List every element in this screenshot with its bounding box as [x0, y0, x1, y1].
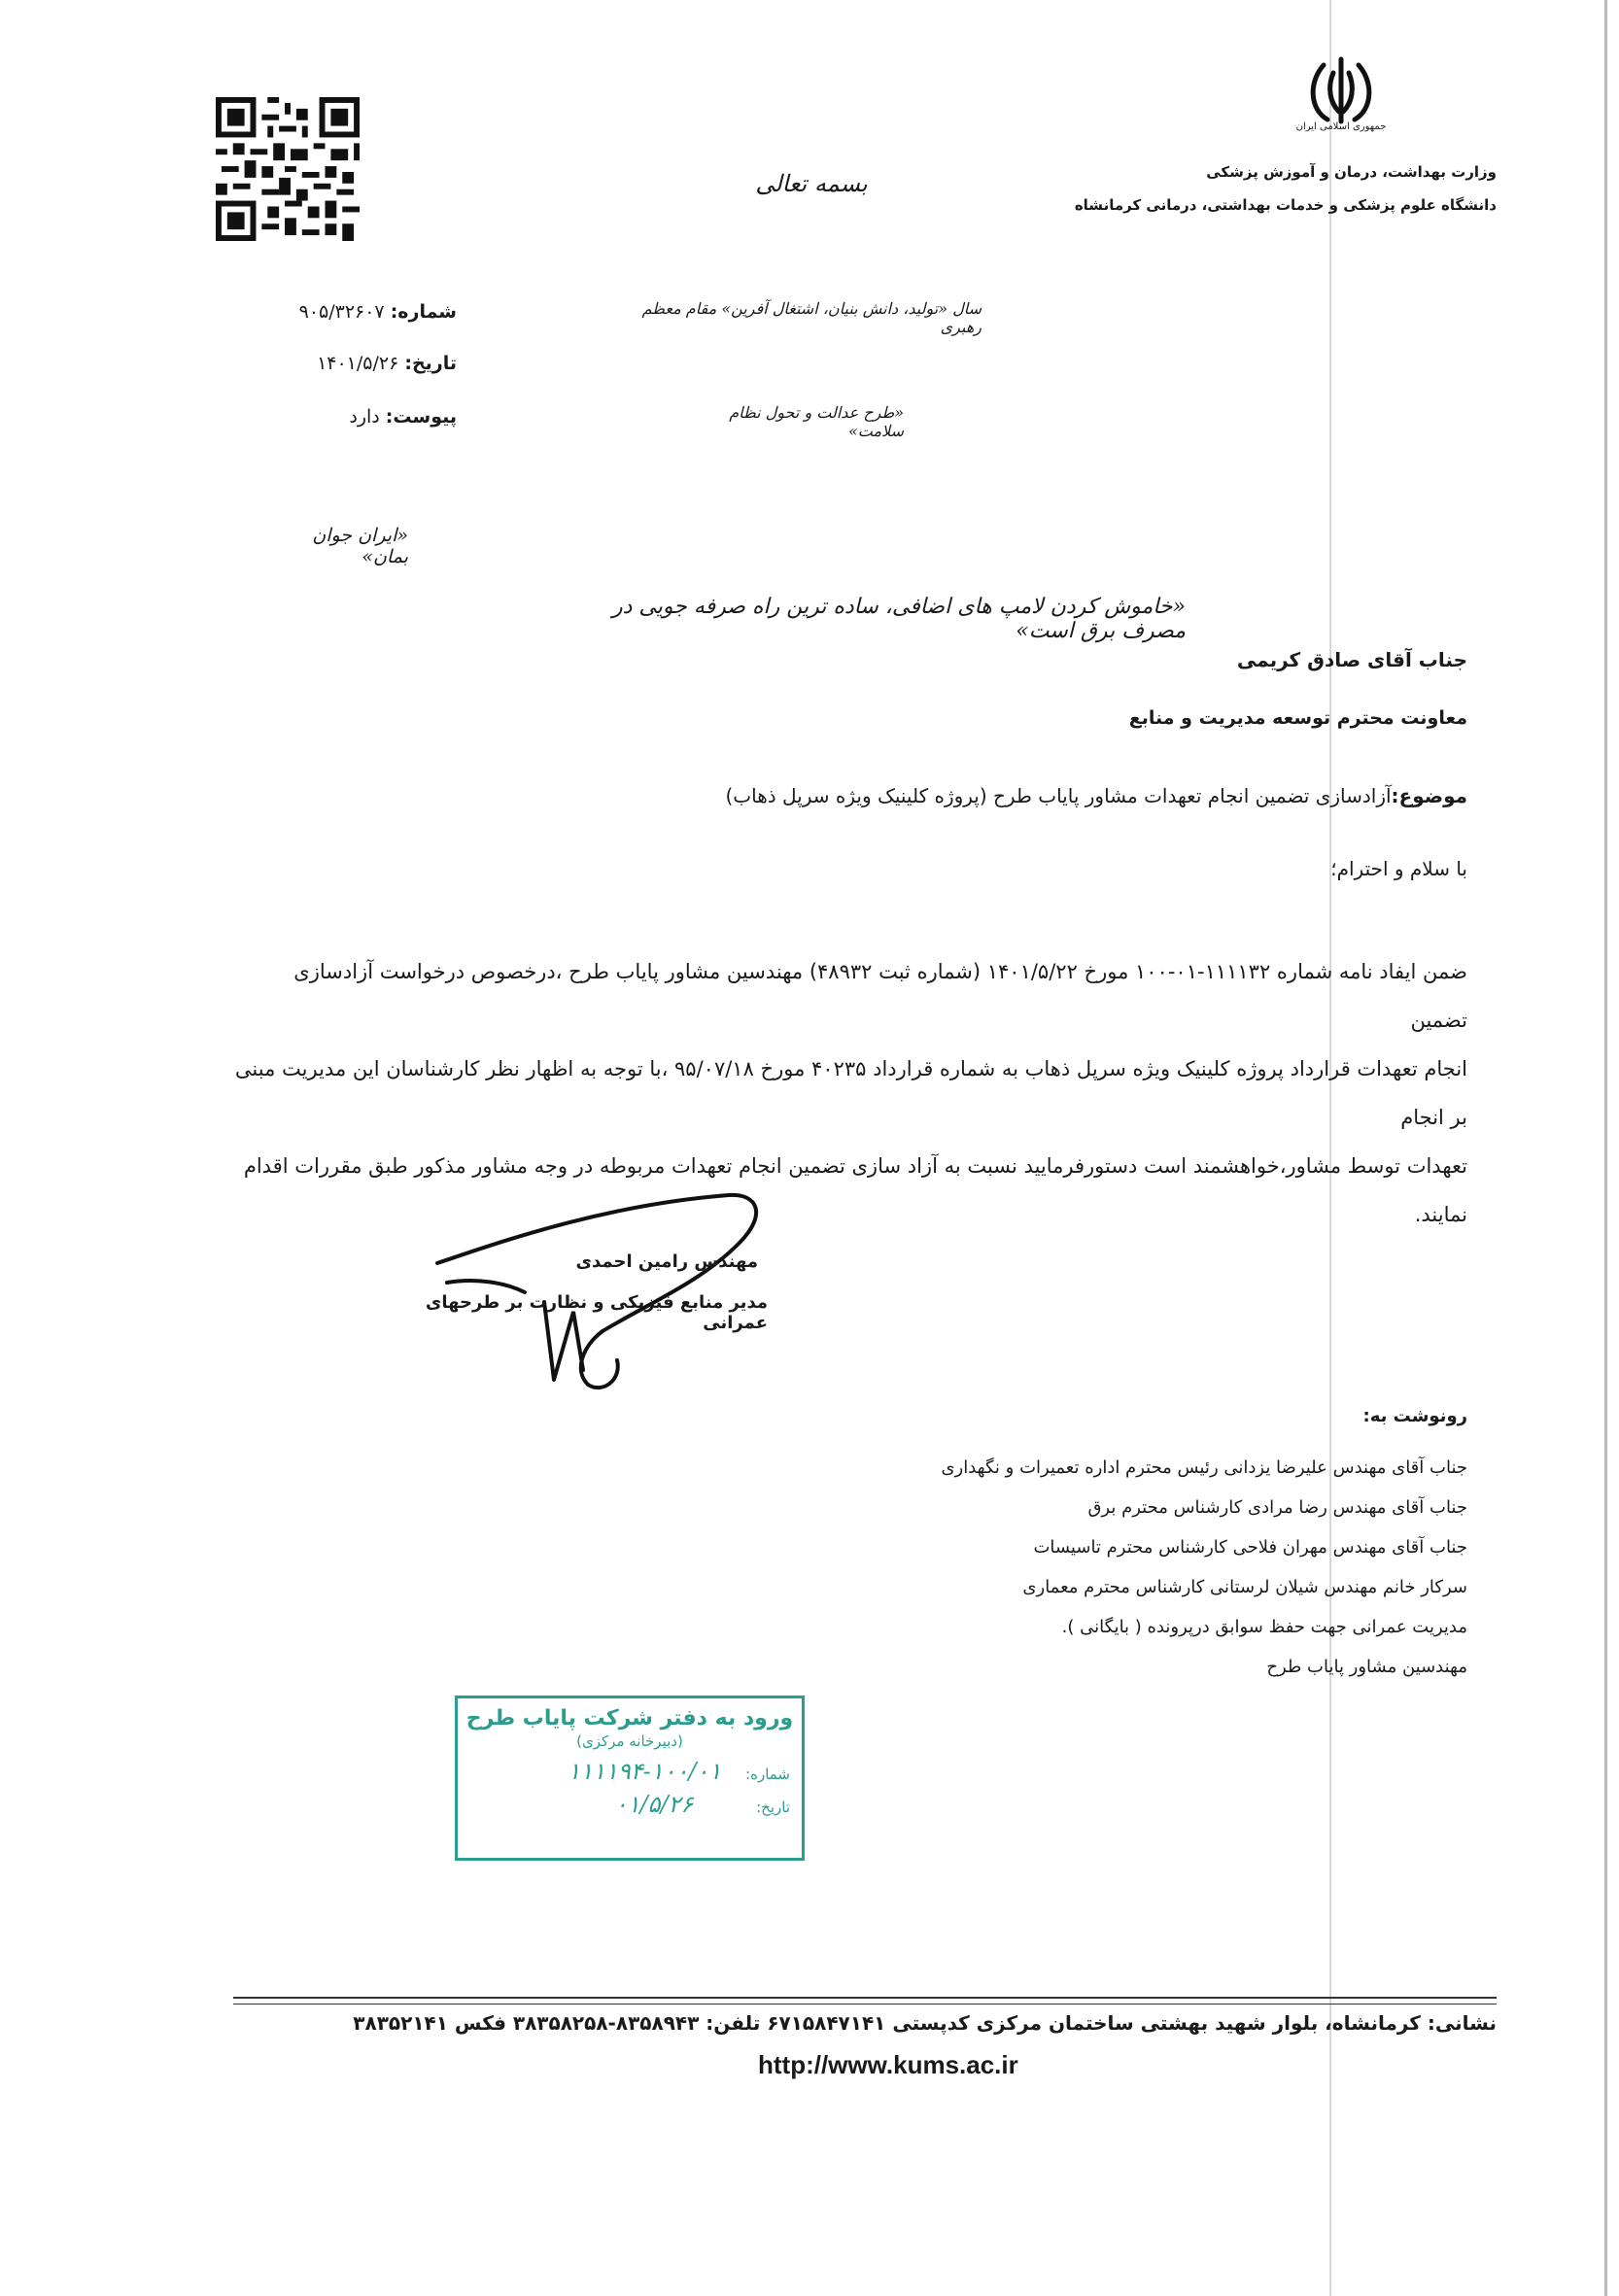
letter-date	[272, 353, 457, 374]
cc-list	[836, 1448, 1467, 1687]
qr-code-icon	[216, 97, 360, 241]
received-stamp	[455, 1696, 805, 1861]
body-line: ضمن ایفاد نامه شماره ۱۱۱۱۳۲-۰۱-۱۰۰ مورخ ۱۴۰۱/۵/۲۲ (شماره ثبت ۴۸۹۳۲) مهندسین مشاور پایاب طرح ،درخصوص درخواست آزادسازی تضمین	[293, 960, 1467, 1032]
number-value: ۹۰۵/۳۲۶۰۷	[298, 301, 385, 323]
energy-motto: «خاموش کردن لامپ های اضافی، ساده ترین راه صرفه جویی در مصرف برق است»	[611, 595, 1186, 643]
year-motto: سال «تولید، دانش بنیان، اشتغال آفرین» مقام معظم رهبری	[641, 299, 982, 336]
date-value: ۱۴۰۱/۵/۲۶	[317, 353, 399, 374]
cc-item: جناب آقای مهندس علیرضا یزدانی رئیس محترم اداره تعمیرات و نگهداری	[941, 1457, 1467, 1478]
cc-label: رونوشت به:	[1362, 1406, 1467, 1426]
letter-number	[272, 301, 457, 323]
stamp-date-label: تاریخ:	[756, 1799, 790, 1816]
scan-edge	[1604, 0, 1607, 2296]
recipient-name: جناب آقای صادق کریمی	[1236, 648, 1467, 671]
cc-item: جناب آقای مهندس رضا مرادی کارشناس محترم برق	[1087, 1497, 1467, 1518]
subject-line	[583, 784, 1467, 807]
footer-divider	[233, 2004, 1497, 2005]
cc-item: سرکار خانم مهندس شیلان لرستانی کارشناس محترم معماری	[1022, 1577, 1467, 1597]
greeting: با سلام و احترام؛	[1330, 857, 1467, 880]
recipient-title: معاونت محترم توسعه مدیریت و منابع	[1128, 707, 1467, 729]
body-line: انجام تعهدات قرارداد پروژه کلینیک ویژه سرپل ذهاب به شماره قرارداد ۴۰۲۳۵ مورخ ۹۵/۰۷/۱۸ ،با توجه به اظهار نظر کارشناسان این مدیریت مبنی بر انجام	[234, 1057, 1467, 1129]
cc-item: جناب آقای مهندس مهران فلاحی کارشناس محترم تاسیسات	[1033, 1537, 1467, 1558]
invocation: بسمه تعالی	[755, 170, 868, 197]
cc-item: مهندسین مشاور پایاب طرح	[1266, 1657, 1467, 1677]
attachment-label: پیوست:	[385, 406, 457, 428]
emblem-icon	[1302, 53, 1380, 151]
emblem-caption: جمهوری اسلامی ایران	[1295, 121, 1387, 132]
number-label: شماره:	[390, 301, 457, 323]
stamp-title: ورود به دفتر شرکت پایاب طرح	[465, 1706, 794, 1731]
stamp-subtitle: (دبیرخانه مرکزی)	[576, 1732, 683, 1750]
stamp-date-row	[469, 1791, 790, 1818]
university-name: دانشگاه علوم پزشکی و خدمات بهداشتی، درمانی کرمانشاه	[1074, 196, 1497, 214]
plan-motto: «طرح عدالت و تحول نظام سلامت»	[729, 403, 904, 440]
signatory-position: مدیر منابع فیزیکی و نظارت بر طرحهای عمرانی	[425, 1292, 768, 1333]
footer-divider	[233, 1997, 1497, 1999]
stamp-date-value: ۰۱/۵/۲۶	[614, 1791, 694, 1818]
footer-address: نشانی: کرمانشاه، بلوار شهید بهشتی ساختمان مرکزی کدپستی ۶۷۱۵۸۴۷۱۴۱ تلفن: ۸۳۵۸۹۴۳-۳۸۳۵۸۲۵۸ فکس ۳۸۳۵۲۱۴۱	[353, 2011, 1497, 2035]
subject-label: موضوع:	[1391, 784, 1467, 807]
ministry-name: وزارت بهداشت، درمان و آموزش پزشکی	[1206, 163, 1497, 181]
stamp-number-value: ۱۰۰/۰۱-۱۱۱۱۹۴	[568, 1758, 722, 1785]
stamp-number-label: شماره:	[745, 1765, 790, 1783]
iran-motto: «ایران جوان بمان»	[312, 525, 408, 567]
subject-text: آزادسازی تضمین انجام تعهدات مشاور پایاب طرح (پروژه کلینیک ویژه سرپل ذهاب)	[725, 784, 1392, 807]
stamp-number-row	[469, 1758, 790, 1785]
cc-item: مدیریت عمرانی جهت حفظ سوابق درپرونده ( بایگانی ).	[1061, 1617, 1467, 1637]
body-line: تعهدات توسط مشاور،خواهشمند است دستورفرمایید نسبت به آزاد سازی تضمین انجام تعهدات مربوطه در وجه مشاور مذکور طبق مقررات اقدام	[243, 1154, 1467, 1178]
body-line: نمایند.	[1414, 1203, 1467, 1226]
attachment-value: دارد	[349, 406, 380, 428]
date-label: تاریخ:	[404, 353, 457, 374]
letter-attachment	[272, 406, 457, 428]
signatory-name: مهندس رامین احمدی	[575, 1251, 758, 1272]
footer-url[interactable]: http://www.kums.ac.ir	[758, 2050, 1018, 2079]
